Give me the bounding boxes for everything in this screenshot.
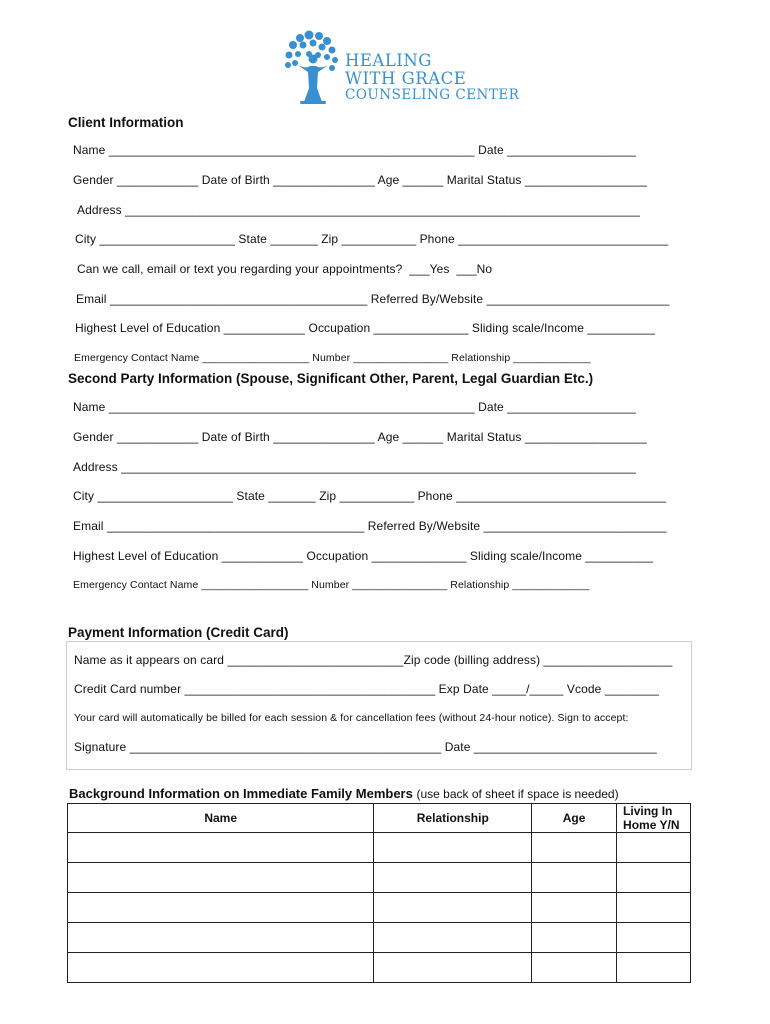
cell-relationship[interactable] [374, 893, 532, 923]
second-party-title: Second Party Information (Spouse, Significant Other, Parent, Legal Guardian Etc.) [68, 371, 594, 386]
col-header-relationship: Relationship [374, 804, 532, 833]
payment-info-title: Payment Information (Credit Card) [68, 625, 289, 640]
cell-age[interactable] [532, 953, 617, 983]
signature-date-field[interactable]: Signature ______________________________________________ Date ___________________________ [74, 740, 657, 754]
client-name-date-field[interactable]: Name ______________________________________________________ Date ___________________ [73, 143, 636, 157]
tree-person-icon [282, 30, 344, 105]
cell-age[interactable] [532, 833, 617, 863]
cell-name[interactable] [68, 953, 374, 983]
card-name-zip-field[interactable]: Name as it appears on card __________________________Zip code (billing address) ___________________ [74, 653, 673, 667]
logo [282, 30, 520, 110]
cell-relationship[interactable] [374, 863, 532, 893]
table-row [68, 923, 691, 953]
billing-notice: Your card will automatically be billed for each session & for cancellation fees (without 24-hour notice). Sign to accept: [74, 712, 629, 724]
client-city-state-field[interactable]: City ____________________ State _______ Zip ___________ Phone _______________________________ [75, 232, 669, 246]
card-number-field[interactable]: Credit Card number _____________________________________ Exp Date _____/_____ Vcode ________ [74, 682, 660, 696]
col-header-age: Age [532, 804, 617, 833]
client-address-field[interactable]: Address ____________________________________________________________________________ [77, 203, 640, 217]
cell-age[interactable] [532, 923, 617, 953]
cell-living-in-home[interactable] [617, 833, 691, 863]
client-email-referral-field[interactable]: Email ______________________________________ Referred By/Website ___________________________ [76, 292, 670, 306]
cell-living-in-home[interactable] [617, 923, 691, 953]
family-section-note: (use back of sheet if space is needed) [416, 787, 619, 801]
cell-name[interactable] [68, 833, 374, 863]
second-email-referral-field[interactable]: Email ______________________________________ Referred By/Website ___________________________ [73, 519, 667, 533]
cell-relationship[interactable] [374, 833, 532, 863]
cell-relationship[interactable] [374, 923, 532, 953]
family-table-header [68, 804, 691, 833]
client-emergency-field[interactable]: Emergency Contact Name __________________ Number ________________ Relationship _____________ [74, 352, 591, 364]
client-contact-permission-field[interactable]: Can we call, email or text you regarding your appointments? ___Yes ___No [77, 262, 493, 276]
cell-name[interactable] [68, 893, 374, 923]
second-name-date-field[interactable]: Name ______________________________________________________ Date ___________________ [73, 400, 636, 414]
logo-line-2: WITH GRACE [345, 69, 467, 88]
family-section-heading [69, 786, 619, 801]
second-city-state-field[interactable]: City ____________________ State _______ Zip ___________ Phone _______________________________ [73, 489, 667, 503]
table-row [68, 893, 691, 923]
cell-living-in-home[interactable] [617, 953, 691, 983]
col-header-living-in-home: Living In Home Y/N [617, 804, 691, 833]
table-row [68, 863, 691, 893]
second-emergency-field[interactable]: Emergency Contact Name __________________ Number ________________ Relationship _____________ [73, 579, 590, 591]
logo-line-1: HEALING [345, 51, 432, 70]
second-address-field[interactable]: Address ____________________________________________________________________________ [73, 460, 636, 474]
table-row [68, 833, 691, 863]
second-education-field[interactable]: Highest Level of Education ____________ Occupation ______________ Sliding scale/Income __________ [73, 549, 654, 563]
cell-age[interactable] [532, 863, 617, 893]
client-gender-dob-field[interactable]: Gender ____________ Date of Birth _______________ Age ______ Marital Status __________________ [73, 173, 647, 187]
cell-age[interactable] [532, 893, 617, 923]
table-row [68, 953, 691, 983]
cell-relationship[interactable] [374, 953, 532, 983]
cell-living-in-home[interactable] [617, 863, 691, 893]
cell-living-in-home[interactable] [617, 893, 691, 923]
family-section-title: Background Information on Immediate Family Members [69, 786, 413, 801]
second-gender-dob-field[interactable]: Gender ____________ Date of Birth _______________ Age ______ Marital Status __________________ [73, 430, 647, 444]
cell-name[interactable] [68, 923, 374, 953]
cell-name[interactable] [68, 863, 374, 893]
logo-line-3: COUNSELING CENTER [345, 87, 520, 103]
family-table [67, 803, 691, 983]
col-header-name: Name [68, 804, 374, 833]
client-info-title: Client Information [68, 115, 184, 130]
client-education-field[interactable]: Highest Level of Education ____________ Occupation ______________ Sliding scale/Income __________ [75, 321, 656, 335]
